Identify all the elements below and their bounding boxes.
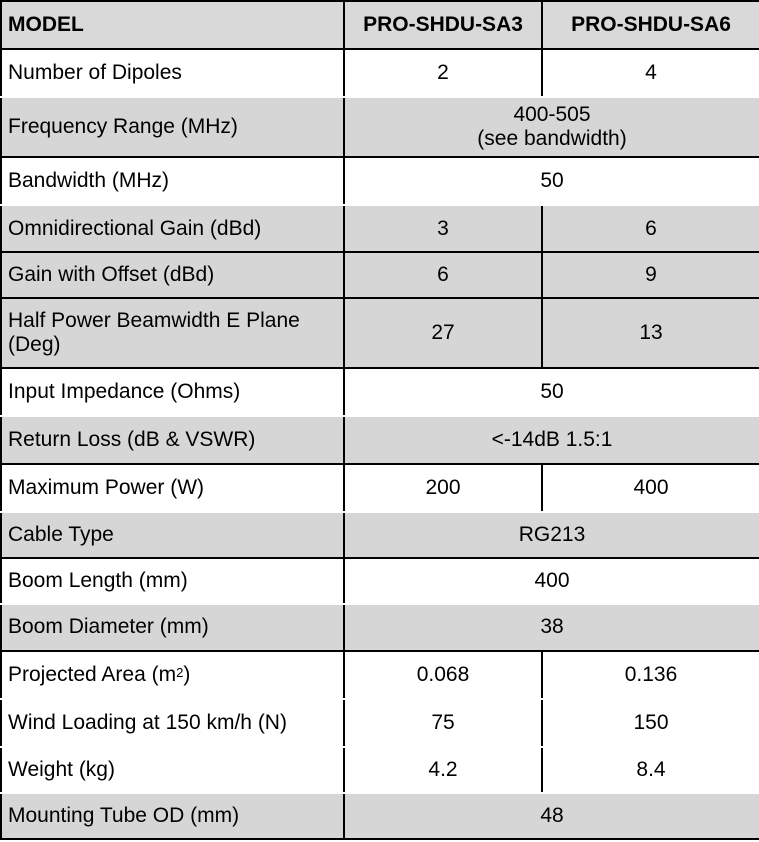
row-value-a: 200	[344, 464, 542, 512]
row-value-a: 0.068	[344, 651, 542, 699]
table-row	[1, 512, 759, 558]
row-label: Bandwidth (MHz)	[1, 157, 344, 205]
row-value-merged: RG213	[344, 512, 759, 558]
table-row	[1, 651, 759, 699]
row-label: Boom Diameter (mm)	[1, 604, 344, 650]
row-label: Input Impedance (Ohms)	[1, 368, 344, 416]
superscript: 2	[176, 664, 184, 680]
row-label: Return Loss (dB & VSWR)	[1, 416, 344, 464]
table-row	[1, 252, 759, 298]
row-value-a: 27	[344, 298, 542, 368]
row-label-line1: Half Power Beamwidth E Plane	[8, 308, 300, 332]
row-value-merged: <-14dB 1.5:1	[344, 416, 759, 464]
header-model-a: PRO-SHDU-SA3	[344, 1, 542, 49]
table-row	[1, 97, 759, 157]
row-value-merged: 400	[344, 558, 759, 604]
row-value-merged: 50	[344, 368, 759, 416]
row-value-b: 9	[542, 252, 759, 298]
table-row	[1, 747, 759, 793]
row-value-a: 75	[344, 699, 542, 747]
table-row	[1, 205, 759, 251]
table-row	[1, 464, 759, 512]
row-value-b: 4	[542, 49, 759, 97]
row-value-line2: (see bandwidth)	[477, 127, 627, 151]
row-label: Cable Type	[1, 512, 344, 558]
row-value-b: 13	[542, 298, 759, 368]
row-label: Gain with Offset (dBd)	[1, 252, 344, 298]
row-value-merged: 50	[344, 157, 759, 205]
row-label: Wind Loading at 150 km/h (N)	[1, 699, 344, 747]
row-value-b: 6	[542, 205, 759, 251]
row-value-merged: 38	[344, 604, 759, 650]
table-row	[1, 699, 759, 747]
row-value-b: 150	[542, 699, 759, 747]
row-label-text: Projected Area (m	[8, 662, 177, 686]
row-value-b: 0.136	[542, 651, 759, 699]
header-model-b: PRO-SHDU-SA6	[542, 1, 759, 49]
table-row	[1, 368, 759, 416]
row-label-text-end: )	[183, 662, 191, 686]
row-label: Mounting Tube OD (mm)	[1, 793, 344, 839]
row-value-a: 2	[344, 49, 542, 97]
row-label: Boom Length (mm)	[1, 558, 344, 604]
table-row	[1, 416, 759, 464]
row-value-a: 4.2	[344, 747, 542, 793]
header-row	[1, 1, 759, 49]
table-row	[1, 604, 759, 650]
row-value-b: 400	[542, 464, 759, 512]
row-label	[1, 298, 344, 368]
row-value-merged: 48	[344, 793, 759, 839]
table-row	[1, 157, 759, 205]
row-value-line1: 400-505	[513, 103, 591, 127]
row-value-b: 8.4	[542, 747, 759, 793]
row-value-a: 6	[344, 252, 542, 298]
row-label	[1, 651, 344, 699]
row-label-line2: (Deg)	[8, 332, 61, 356]
table-row	[1, 558, 759, 604]
row-label: Maximum Power (W)	[1, 464, 344, 512]
row-label: Omnidirectional Gain (dBd)	[1, 205, 344, 251]
table-row	[1, 49, 759, 97]
row-value-a: 3	[344, 205, 542, 251]
header-model-label: MODEL	[1, 1, 344, 49]
row-value-merged	[344, 97, 759, 157]
table-row	[1, 793, 759, 839]
row-label: Frequency Range (MHz)	[1, 97, 344, 157]
row-label: Number of Dipoles	[1, 49, 344, 97]
table-row	[1, 298, 759, 368]
row-label: Weight (kg)	[1, 747, 344, 793]
